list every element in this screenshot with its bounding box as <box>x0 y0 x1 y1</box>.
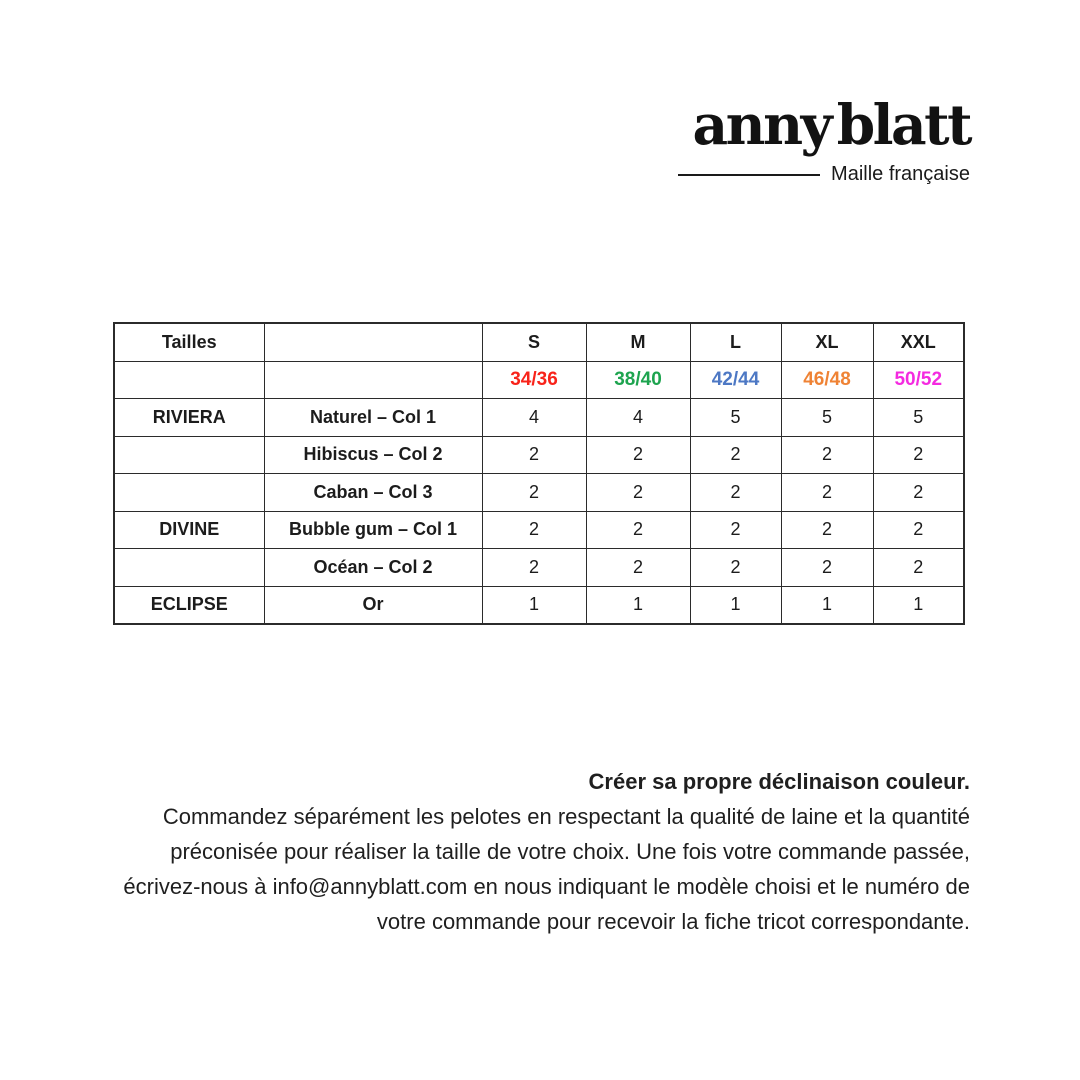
qty-cell: 2 <box>482 511 586 549</box>
size-range-l: 42/44 <box>690 361 781 399</box>
table-row <box>114 474 964 512</box>
size-header-s: S <box>482 323 586 361</box>
size-header-l: L <box>690 323 781 361</box>
qty-cell: 1 <box>482 586 586 624</box>
yarn-cell: ECLIPSE <box>114 586 264 624</box>
color-cell: Or <box>264 586 482 624</box>
tailles-header: Tailles <box>114 323 264 361</box>
qty-cell: 2 <box>586 511 690 549</box>
footer-body: Commandez séparément les pelotes en respectant la qualité de laine et la quantité préconisée pour réaliser la taille de votre choix. Une fois votre commande passée, écrivez-nous à info@annyblatt.com en nous indiquant le modèle choisi et le numéro de votre commande pour recevoir la fiche tricot correspondante. <box>123 804 970 934</box>
footer-text-block <box>120 764 970 939</box>
brand-logo-text: anny blatt <box>692 92 970 157</box>
qty-cell: 2 <box>781 511 873 549</box>
qty-cell: 2 <box>482 474 586 512</box>
qty-cell: 5 <box>781 399 873 437</box>
qty-cell: 1 <box>690 586 781 624</box>
empty-cell <box>264 323 482 361</box>
qty-cell: 2 <box>690 549 781 587</box>
size-header-xxl: XXL <box>873 323 964 361</box>
qty-cell: 2 <box>586 436 690 474</box>
color-cell: Océan – Col 2 <box>264 549 482 587</box>
yarn-cell <box>114 549 264 587</box>
qty-cell: 2 <box>781 436 873 474</box>
qty-cell: 1 <box>586 586 690 624</box>
table-row <box>114 511 964 549</box>
table-row <box>114 399 964 437</box>
table-row <box>114 436 964 474</box>
footer-title: Créer sa propre déclinaison couleur. <box>588 769 970 794</box>
size-range-row <box>114 361 964 399</box>
qty-cell: 1 <box>781 586 873 624</box>
quantities-table <box>113 322 965 625</box>
qty-cell: 2 <box>781 549 873 587</box>
qty-cell: 2 <box>690 474 781 512</box>
color-cell: Naturel – Col 1 <box>264 399 482 437</box>
empty-cell <box>114 361 264 399</box>
size-range-s: 34/36 <box>482 361 586 399</box>
qty-cell: 2 <box>873 474 964 512</box>
empty-cell <box>264 361 482 399</box>
table-header-row <box>114 323 964 361</box>
qty-cell: 2 <box>482 549 586 587</box>
qty-cell: 2 <box>873 436 964 474</box>
qty-cell: 2 <box>586 474 690 512</box>
color-cell: Hibiscus – Col 2 <box>264 436 482 474</box>
yarn-cell <box>114 474 264 512</box>
size-header-xl: XL <box>781 323 873 361</box>
qty-cell: 5 <box>690 399 781 437</box>
qty-cell: 2 <box>690 511 781 549</box>
yarn-cell: RIVIERA <box>114 399 264 437</box>
table-row <box>114 549 964 587</box>
table-row <box>114 586 964 624</box>
size-range-xl: 46/48 <box>781 361 873 399</box>
qty-cell: 5 <box>873 399 964 437</box>
brand-tagline-row <box>678 163 970 186</box>
brand-tagline: Maille française <box>831 163 970 185</box>
logo-underline <box>678 174 820 176</box>
brand-logo <box>678 92 970 186</box>
qty-cell: 4 <box>482 399 586 437</box>
qty-cell: 1 <box>873 586 964 624</box>
color-cell: Caban – Col 3 <box>264 474 482 512</box>
size-range-m: 38/40 <box>586 361 690 399</box>
qty-cell: 2 <box>690 436 781 474</box>
qty-cell: 2 <box>873 511 964 549</box>
qty-cell: 2 <box>482 436 586 474</box>
color-cell: Bubble gum – Col 1 <box>264 511 482 549</box>
size-header-m: M <box>586 323 690 361</box>
size-range-xxl: 50/52 <box>873 361 964 399</box>
qty-cell: 2 <box>781 474 873 512</box>
yarn-cell <box>114 436 264 474</box>
qty-cell: 2 <box>873 549 964 587</box>
qty-cell: 4 <box>586 399 690 437</box>
qty-cell: 2 <box>586 549 690 587</box>
yarn-cell: DIVINE <box>114 511 264 549</box>
